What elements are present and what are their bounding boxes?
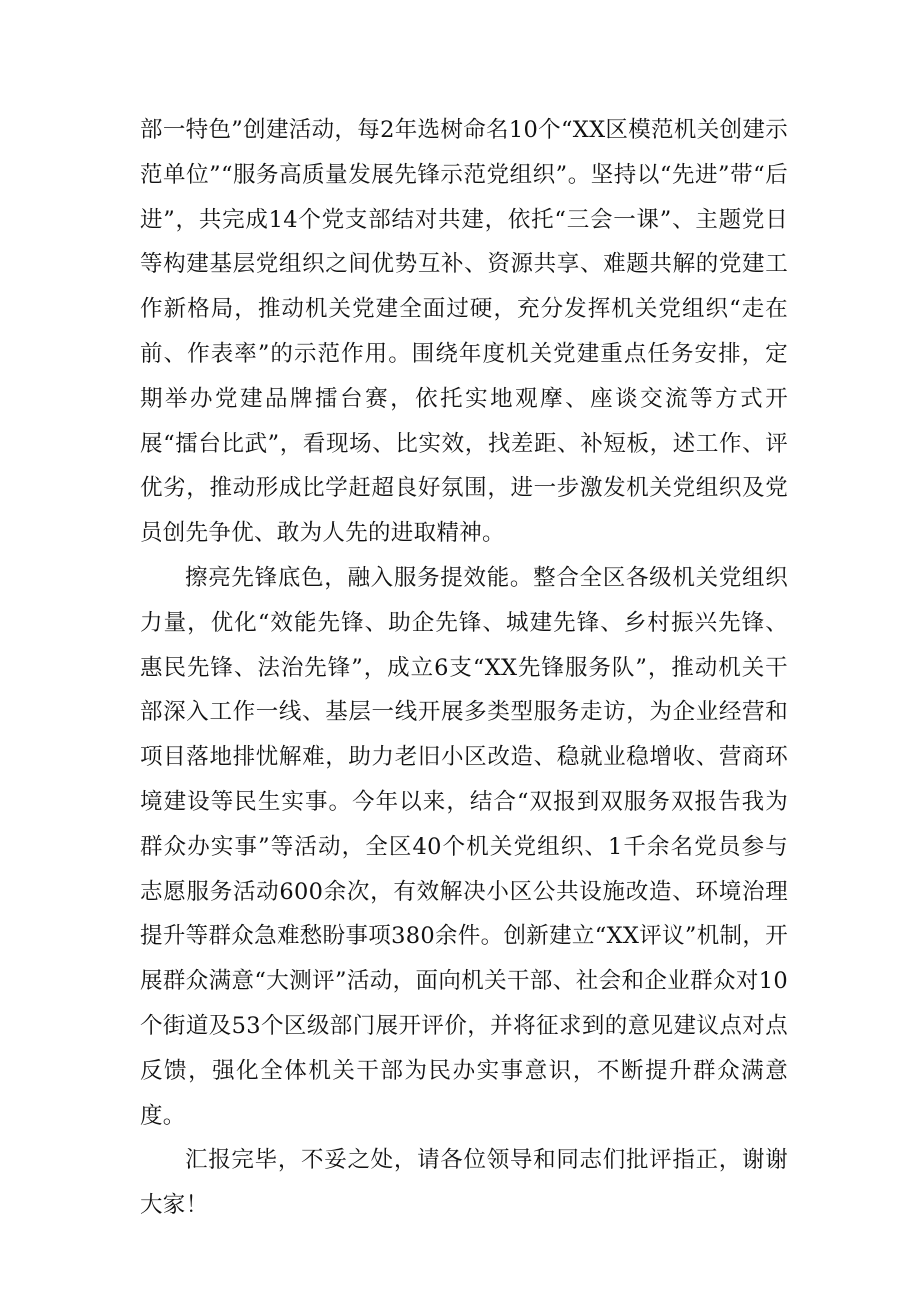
paragraph-closing: 汇报完毕，不妥之处，请各位领导和同志们批评指正，谢谢大家！ xyxy=(140,1147,788,1219)
paragraph-continuation: 部一特色”创建活动，每2年选树命名10个“XX区模范机关创建示范单位”“服务高质量发展先锋示范党组织”。坚持以“先进”带“后进”，共完成14个党支部结对共建，依托“三会一课”、主题党日等构建基层党组织之间优势互补、资源共享、难题共解的党建工作新格局，推动机关党建全面过硬，充分发挥机关党组织“走在前、作表率”的示范作用。围绕年度机关党建重点任务安排，定期举办党建品牌擂台赛，依托实地观摩、座谈交流等方式开展“擂台比武”，看现场、比实效，找差距、补短板，述工作、评优劣，推动形成比学赶超良好氛围，进一步激发机关党组织及党员创先争优、敢为人先的进取精神。 xyxy=(140,117,788,547)
paragraph-service-efficiency: 擦亮先锋底色，融入服务提效能。整合全区各级机关党组织力量，优化“效能先锋、助企先锋、城建先锋、乡村振兴先锋、惠民先锋、法治先锋”，成立6支“XX先锋服务队”，推动机关干部深入工作一线、基层一线开展多类型服务走访，为企业经营和项目落地排忧解难，助力老旧小区改造、稳就业稳增收、营商环境建设等民生实事。今年以来，结合“双报到双服务双报告我为群众办实事”等活动，全区40个机关党组织、1千余名党员参与志愿服务活动600余次，有效解决小区公共设施改造、环境治理提升等群众急难愁盼事项380余件。创新建立“XX评议”机制，开展群众满意“大测评”活动，面向机关干部、社会和企业群众对10个街道及53个区级部门展开评价，并将征求到的意见建议点对点反馈，强化全体机关干部为民办实事意识，不断提升群众满意度。 xyxy=(140,564,788,1129)
document-body xyxy=(140,108,788,1228)
